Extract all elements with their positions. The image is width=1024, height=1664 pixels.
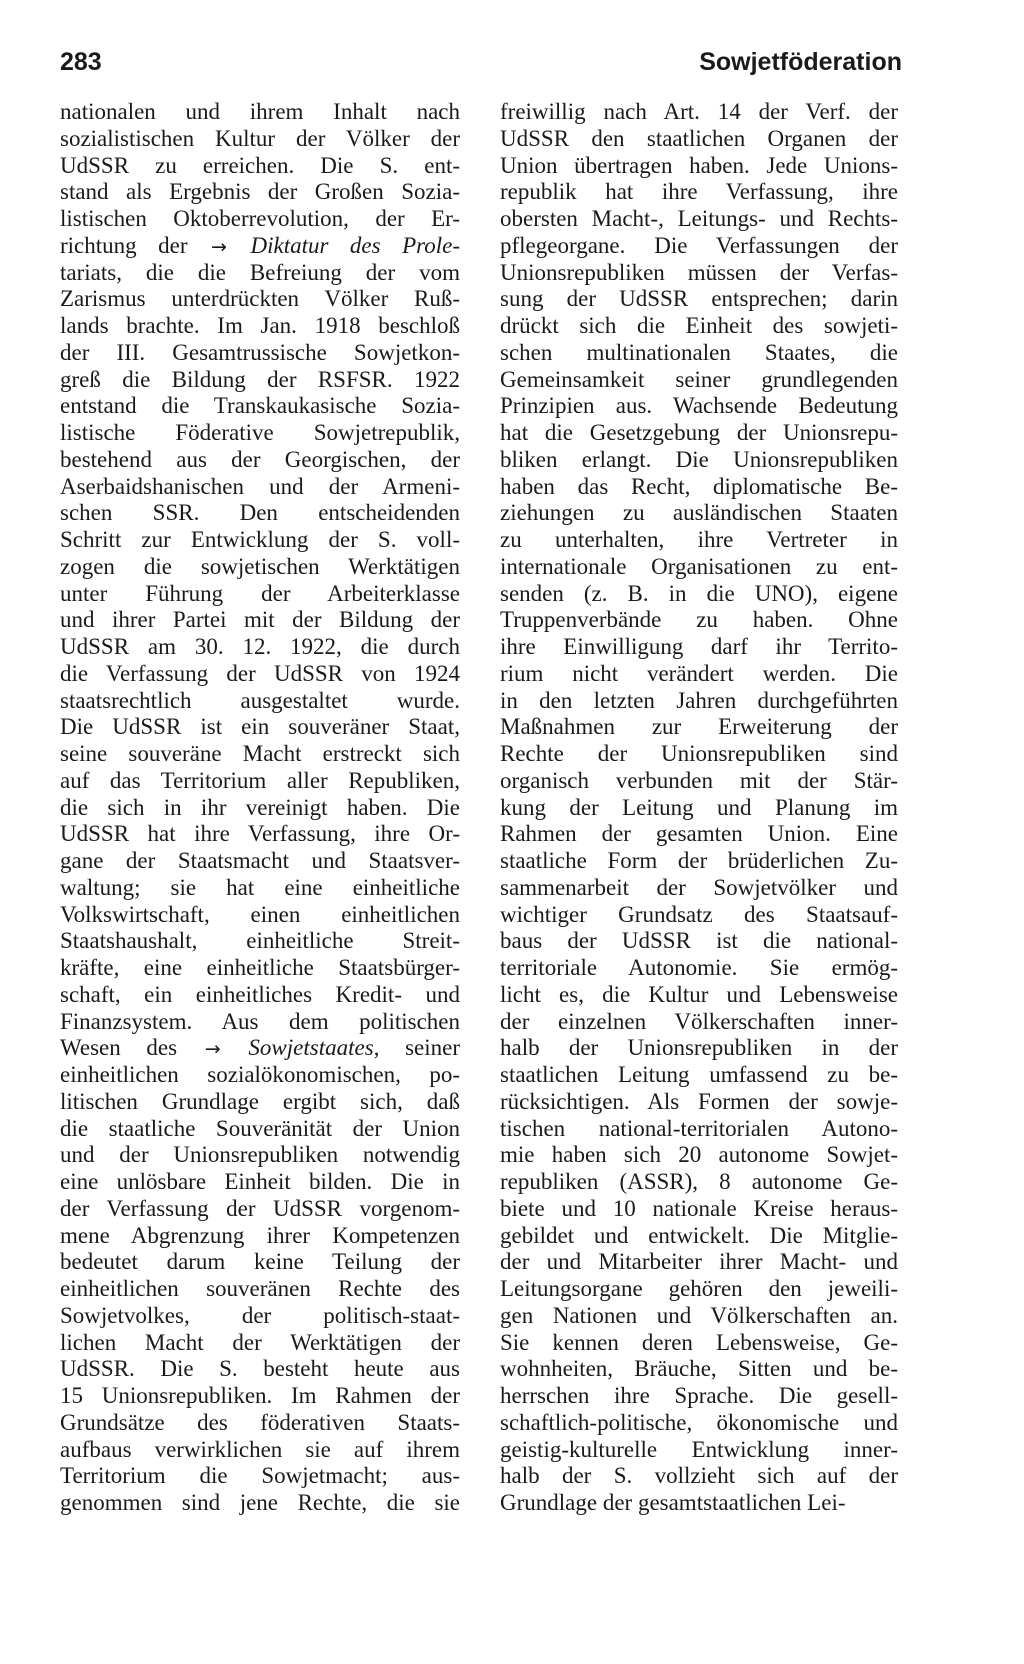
text-line: gen Nationen und Völkerschaften an.	[500, 1302, 898, 1328]
text-line: Aserbaidshanischen und der Armeni-	[60, 473, 460, 499]
text-line: Sowjetvolkes, der politisch-staat-	[60, 1302, 460, 1328]
text-line: Prinzipien aus. Wachsende Bedeutung	[500, 393, 898, 419]
text-line: einheitlichen souveränen Rechte des	[60, 1276, 460, 1301]
text-line: listische Föderative Sowjetrepublik,	[60, 420, 460, 445]
text-line: pflegeorgane. Die Verfassungen der	[500, 232, 898, 258]
text-line: ziehungen zu ausländischen Staaten	[500, 500, 898, 526]
text-fragment: seiner	[405, 1035, 460, 1061]
text-line: bliken erlangt. Die Unionsrepubliken	[500, 446, 898, 472]
text-line: Finanzsystem. Aus dem politischen	[60, 1008, 460, 1034]
text-line: licht es, die Kultur und Lebensweise	[500, 981, 898, 1007]
text-line: waltung; sie hat eine einheitliche	[60, 874, 460, 900]
text-line: Unionsrepubliken müssen der Verfas-	[500, 259, 898, 285]
text-line: freiwillig nach Art. 14 der Verf. der	[500, 99, 898, 124]
text-line: kräfte, eine einheitliche Staatsbürger-	[60, 955, 460, 980]
text-line: Gemeinsamkeit seiner grundlegenden	[500, 366, 898, 392]
text-line: der einzelnen Völkerschaften inner-	[500, 1008, 898, 1034]
text-line: baus der UdSSR ist die national-	[500, 928, 898, 954]
text-line: der und Mitarbeiter ihrer Macht- und	[500, 1249, 898, 1275]
text-line: genommen sind jene Rechte, die sie	[60, 1490, 460, 1515]
text-line: litischen Grundlage ergibt sich, daß	[60, 1088, 460, 1114]
text-line: Rechte der Unionsrepubliken sind	[500, 741, 898, 766]
text-line: staatlichen Leitung umfassend zu be-	[500, 1062, 898, 1087]
text-line: herrschen ihre Sprache. Die gesell-	[500, 1383, 898, 1408]
text-line: wichtiger Grundsatz des Staatsauf-	[500, 901, 898, 927]
text-line: entstand die Transkaukasische Sozia-	[60, 393, 460, 419]
text-line: obersten Macht-, Leitungs- und Rechts-	[500, 206, 898, 231]
text-line: die Verfassung der UdSSR von 1924	[60, 660, 460, 686]
text-line: UdSSR zu erreichen. Die S. ent-	[60, 152, 460, 178]
text-line: Grundlage der gesamtstaatlichen Lei-	[500, 1490, 846, 1515]
text-line: tischen national-territorialen Autono-	[500, 1115, 898, 1141]
text-line: staatliche Form der brüderlichen Zu-	[500, 848, 898, 873]
text-line: haben das Recht, diplomatische Be-	[500, 473, 898, 499]
text-line: mene Abgrenzung ihrer Kompetenzen	[60, 1222, 460, 1248]
text-line: sammenarbeit der Sowjetvölker und	[500, 874, 898, 900]
text-line: greß die Bildung der RSFSR. 1922	[60, 366, 460, 392]
text-line: die sich in ihr vereinigt haben. Die	[60, 794, 460, 820]
text-line: UdSSR. Die S. besteht heute aus	[60, 1356, 460, 1382]
text-line: bestehend aus der Georgischen, der	[60, 446, 460, 472]
text-line: territoriale Autonomie. Sie ermög-	[500, 955, 898, 980]
text-line: Grundsätze des föderativen Staats-	[60, 1409, 460, 1435]
text-line: organisch verbunden mit der Stär-	[500, 767, 898, 793]
text-line: in den letzten Jahren durchgeführten	[500, 687, 898, 713]
left-text-column	[60, 99, 460, 1517]
text-line: tariats, die die Befreiung der vom	[60, 259, 460, 285]
text-line: halb der S. vollzieht sich auf der	[500, 1463, 898, 1489]
text-line: schen multinationalen Staates, die	[500, 339, 898, 365]
cross-reference-arrow-icon: →	[204, 1038, 221, 1061]
text-line: senden (z. B. in die UNO), eigene	[500, 580, 898, 606]
text-line: halb der Unionsrepubliken in der	[500, 1035, 898, 1061]
cross-reference-diktatur[interactable]: Diktatur des Prole-	[250, 232, 460, 258]
text-line: kung der Leitung und Planung im	[500, 794, 898, 820]
text-line: nationalen und ihrem Inhalt nach	[60, 99, 460, 124]
text-line: der III. Gesamtrussische Sowjetkon-	[60, 339, 460, 365]
cross-reference-arrow-icon: →	[211, 235, 227, 258]
text-line: Rahmen der gesamten Union. Eine	[500, 821, 898, 847]
text-line: gane der Staatsmacht und Staatsver-	[60, 848, 460, 873]
text-line: Sie kennen deren Lebensweise, Ge-	[500, 1329, 898, 1355]
text-line: rücksichtigen. Als Formen der sowje-	[500, 1088, 898, 1114]
text-line: lichen Macht der Werktätigen der	[60, 1329, 460, 1355]
text-fragment: richtung der	[60, 232, 188, 258]
text-line: schen SSR. Den entscheidenden	[60, 500, 460, 526]
text-line: UdSSR hat ihre Verfassung, ihre Or-	[60, 821, 460, 847]
text-line: Leitungsorgane gehören den jeweili-	[500, 1276, 898, 1301]
text-line: UdSSR am 30. 12. 1922, die durch	[60, 634, 460, 659]
text-line: sozialistischen Kultur der Völker der	[60, 125, 460, 151]
text-line: schaft, ein einheitliches Kredit- und	[60, 981, 460, 1007]
text-line: Maßnahmen zur Erweiterung der	[500, 714, 898, 740]
text-fragment: Wesen des	[60, 1035, 178, 1061]
text-line: Union übertragen haben. Jede Unions-	[500, 152, 898, 178]
text-line: bedeutet darum keine Teilung der	[60, 1249, 460, 1275]
text-line: unter Führung der Arbeiterklasse	[60, 580, 460, 606]
text-line: republik hat ihre Verfassung, ihre	[500, 179, 898, 205]
cross-reference-sowjetstaates[interactable]: Sowjetstaates,	[248, 1035, 380, 1061]
text-line: listischen Oktoberrevolution, der Er-	[60, 206, 460, 231]
text-line: ihre Einwilligung darf ihr Territo-	[500, 634, 898, 659]
text-line: und der Unionsrepubliken notwendig	[60, 1142, 460, 1168]
running-head: Sowjetföderation	[699, 48, 902, 76]
text-line: Volkswirtschaft, einen einheitlichen	[60, 901, 460, 927]
text-line: Truppenverbände zu haben. Ohne	[500, 607, 898, 633]
text-line: drückt sich die Einheit des sowjeti-	[500, 313, 898, 338]
text-line: lands brachte. Im Jan. 1918 beschloß	[60, 313, 460, 338]
text-line	[60, 1035, 460, 1062]
page-number: 283	[60, 48, 102, 76]
text-line: 15 Unionsrepubliken. Im Rahmen der	[60, 1383, 460, 1408]
text-line: zogen die sowjetischen Werktätigen	[60, 553, 460, 579]
text-line: die staatliche Souveränität der Union	[60, 1115, 460, 1141]
text-line: Die UdSSR ist ein souveräner Staat,	[60, 714, 460, 740]
text-line: hat die Gesetzgebung der Unionsrepu-	[500, 420, 898, 445]
text-line: staatsrechtlich ausgestaltet wurde.	[60, 687, 460, 713]
text-line: republiken (ASSR), 8 autonome Ge-	[500, 1169, 898, 1194]
text-line: geistig-kulturelle Entwicklung inner-	[500, 1436, 898, 1462]
text-line: aufbaus verwirklichen sie auf ihrem	[60, 1436, 460, 1462]
text-line: Staatshaushalt, einheitliche Streit-	[60, 928, 460, 954]
text-line: Territorium die Sowjetmacht; aus-	[60, 1463, 460, 1489]
text-line: schaftlich-politische, ökonomische und	[500, 1409, 898, 1435]
text-line: mie haben sich 20 autonome Sowjet-	[500, 1142, 898, 1168]
text-line: sung der UdSSR entsprechen; darin	[500, 286, 898, 312]
text-line: rium nicht verändert werden. Die	[500, 660, 898, 686]
text-line: eine unlösbare Einheit bilden. Die in	[60, 1169, 460, 1194]
text-line: stand als Ergebnis der Großen Sozia-	[60, 179, 460, 205]
text-line	[60, 233, 460, 260]
text-line: Schritt zur Entwicklung der S. voll-	[60, 527, 460, 552]
text-line: internationale Organisationen zu ent-	[500, 553, 898, 579]
text-line: UdSSR den staatlichen Organen der	[500, 125, 898, 151]
text-line: wohnheiten, Bräuche, Sitten und be-	[500, 1356, 898, 1382]
page-header	[60, 42, 902, 82]
text-line: biete und 10 nationale Kreise heraus-	[500, 1195, 898, 1221]
text-line: einheitlichen sozialökonomischen, po-	[60, 1062, 460, 1087]
text-line: der Verfassung der UdSSR vorgenom-	[60, 1195, 460, 1221]
text-line: gebildet und entwickelt. Die Mitglie-	[500, 1222, 898, 1248]
text-line: auf das Territorium aller Republiken,	[60, 767, 460, 793]
text-line: und ihrer Partei mit der Bildung der	[60, 607, 460, 633]
text-line: seine souveräne Macht erstreckt sich	[60, 741, 460, 766]
text-line: Zarismus unterdrückten Völker Ruß-	[60, 286, 460, 312]
right-text-column	[500, 99, 898, 1517]
text-line: zu unterhalten, ihre Vertreter in	[500, 527, 898, 552]
